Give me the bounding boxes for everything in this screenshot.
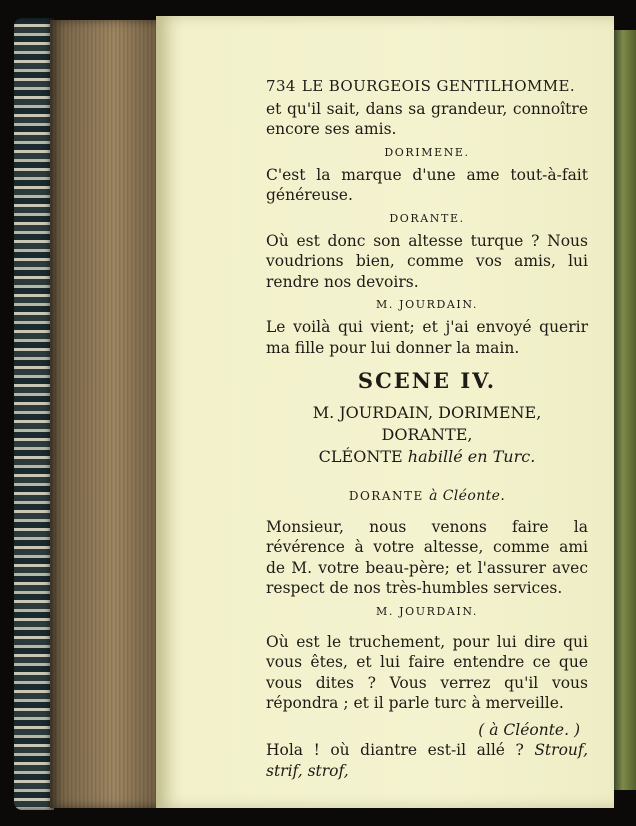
cover-edge [614, 30, 636, 790]
text-line: Où est le truchement, pour lui dire qui vous êtes, et lui faire entendre ce que vous dites ? Vous verrez qu'il vous répondra ; et il parle turc à merveille. [266, 632, 588, 712]
text-fragment-italic: Strouf, strif, strof, [266, 741, 588, 780]
speaker-name: M. JOURDAIN. [376, 298, 478, 311]
speaker-name: DORANTE [348, 489, 424, 503]
speaker-name: DORANTE. [389, 211, 465, 225]
stage-direction: ( à Cléonte. ) [478, 720, 580, 739]
text-line: Monsieur, nous venons faire la révérence à votre altesse, comme ami de M. votre beau-père; et l'assurer avec respect de nos très-humbles services. [266, 517, 588, 597]
cast-line-2 [266, 446, 588, 468]
stage-direction: à Cléonte. [429, 488, 506, 504]
text-line: Le voilà qui vient; et j'ai envoyé querir ma fille pour lui donner la main. [266, 318, 588, 357]
cast-name: CLÉONTE [318, 447, 403, 466]
text-line: et qu'il sait, dans sa grandeur, connoître encore ses amis. [266, 99, 588, 138]
running-header [266, 76, 588, 97]
cast-direction: habillé en Turc. [407, 447, 536, 466]
text-line [266, 740, 588, 781]
cast-line: M. JOURDAIN, DORIMENE, DORANTE, [312, 403, 542, 444]
speaker-name: M. JOURDAIN. [376, 604, 478, 618]
page-text [266, 76, 588, 781]
book-spine [14, 18, 54, 810]
scene-cast [266, 402, 588, 468]
running-title: LE BOURGEOIS GENTILHOMME. [301, 77, 576, 95]
text-fragment: Hola ! où diantre est-il allé ? [266, 741, 524, 759]
page-number: 734 [266, 77, 296, 95]
speaker-name: DORIMENE. [384, 145, 470, 159]
stage-speaker [266, 486, 588, 507]
page-edges [50, 20, 158, 808]
text-line: Où est donc son altesse turque ? Nous voudrions bien, comme vos amis, lui rendre nos devoirs. [266, 231, 588, 291]
scene-title: SCENE IV. [357, 368, 497, 393]
text-line: C'est la marque d'une ame tout-à-fait généreuse. [266, 165, 588, 204]
